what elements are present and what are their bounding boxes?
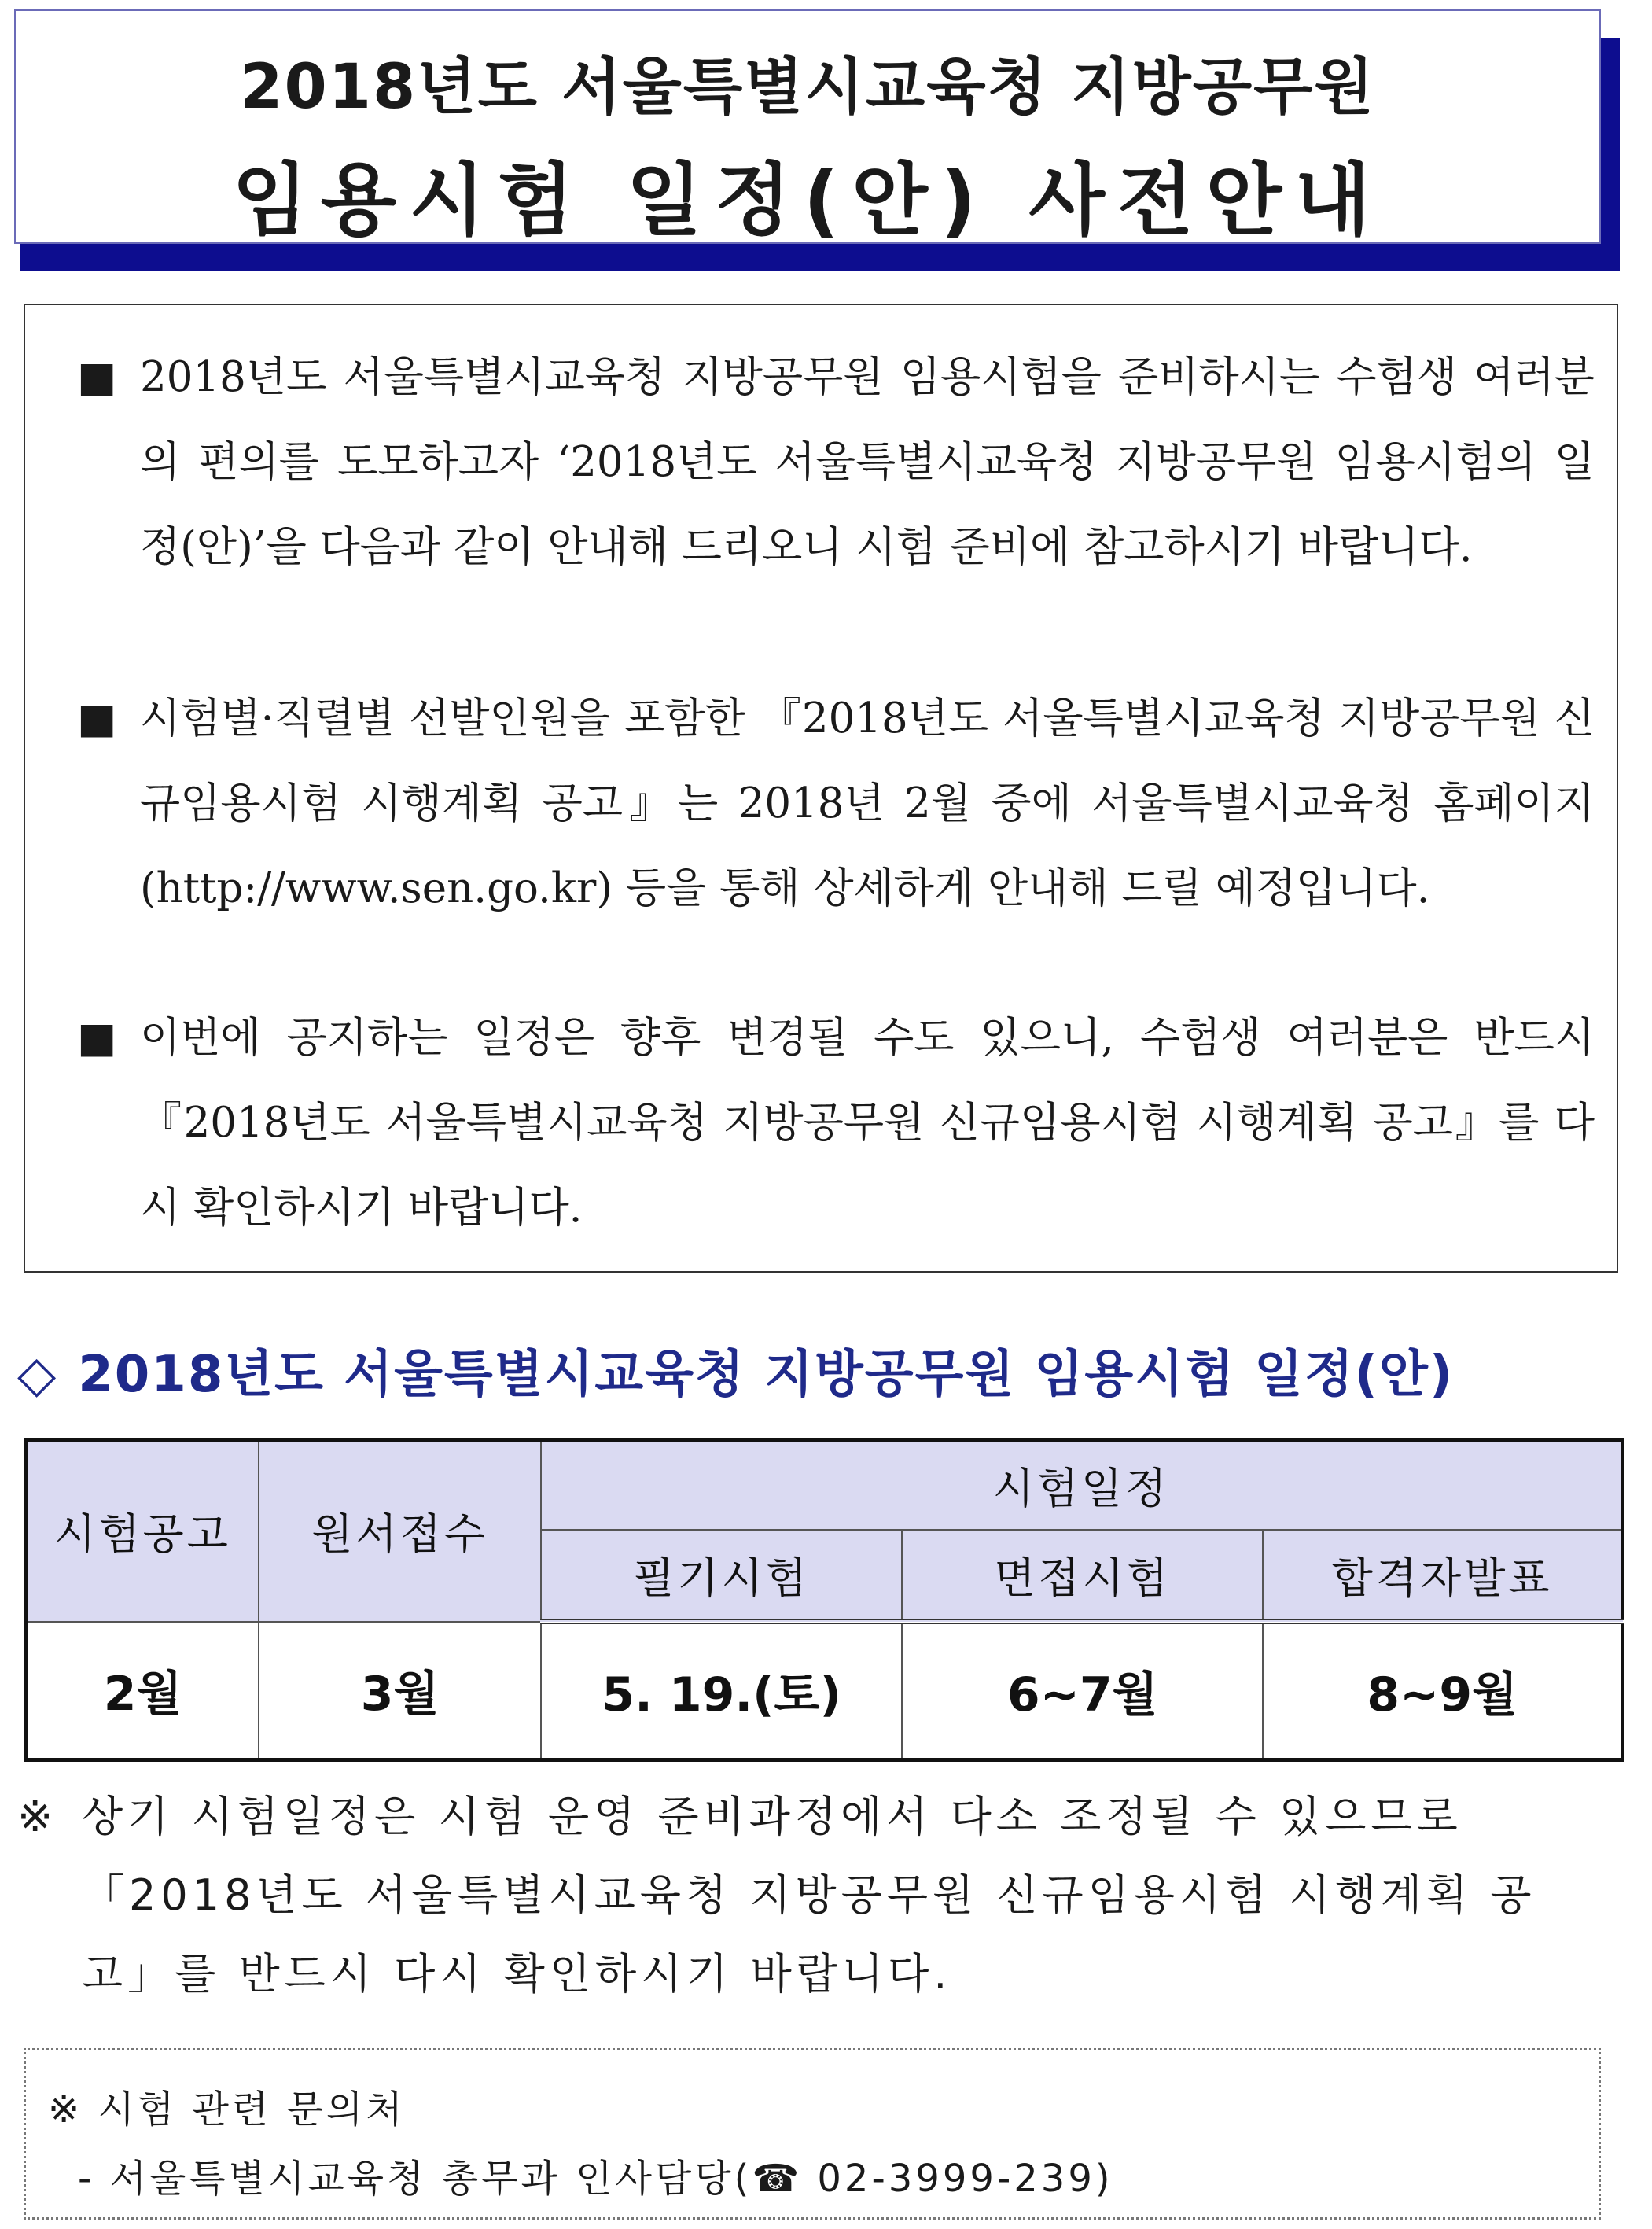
intro-box (24, 304, 1618, 1273)
intro-text: 이번에 공지하는 일정은 향후 변경될 수도 있으니, 수험생 여러분은 반드시 『2018년도 서울특별시교육청 지방공무원 신규임용시험 시행계획 공고』를 다시 확인하시기 바랍니다. (140, 1014, 1595, 1232)
bullet-square-icon: ■ (77, 1014, 117, 1062)
header-result: 합격자발표 (1263, 1530, 1622, 1622)
header-apply: 원서접수 (259, 1440, 541, 1622)
intro-text: 2018년도 서울특별시교육청 지방공무원 임용시험을 준비하시는 수험생 여러분의 편의를 도모하고자 ‘2018년도 서울특별시교육청 지방공무원 임용시험의 일정(안)’을 다음과 같이 안내해 드리오니 시험 준비에 참고하시기 바랍니다. (140, 353, 1595, 571)
header-exam-schedule: 시험일정 (541, 1440, 1622, 1530)
value-result: 8~9월 (1263, 1622, 1622, 1760)
value-interview: 6~7월 (902, 1622, 1263, 1760)
notice (17, 1778, 1606, 2013)
bullet-square-icon: ■ (77, 353, 117, 401)
value-written: 5. 19.(토) (541, 1622, 902, 1760)
page-subtitle: 임용시험 일정(안) 사전안내 (232, 154, 1383, 246)
intro-item (53, 335, 1595, 590)
section-heading (17, 1334, 1637, 1406)
contact-detail: - 서울특별시교육청 총무과 인사담당(☎ 02-3999-239) (78, 2157, 1113, 2201)
value-announce: 2월 (26, 1622, 259, 1760)
diamond-icon: ◇ (17, 1346, 58, 1404)
intro-text: 시험별·직렬별 선발인원을 포함한 『2018년도 서울특별시교육청 지방공무원 신규임용시험 시행계획 공고』는 2018년 2월 중에 서울특별시교육청 홈페이지(http://www.sen.go.kr) 등을 통해 상세하게 안내해 드릴 예정입니다. (140, 694, 1595, 912)
table-row (26, 1622, 1623, 1760)
value-apply: 3월 (259, 1622, 541, 1760)
schedule-table (24, 1438, 1624, 1762)
intro-item (53, 676, 1595, 931)
contact-heading: ※ 시험 관련 문의처 (48, 2087, 406, 2131)
header-written: 필기시험 (541, 1530, 902, 1622)
contact-box (24, 2048, 1601, 2220)
intro-item (53, 996, 1595, 1251)
section-heading-text: 2018년도 서울특별시교육청 지방공무원 임용시험 일정(안) (78, 1346, 1455, 1404)
title-box (14, 9, 1601, 244)
header-announce: 시험공고 (26, 1440, 259, 1622)
bullet-square-icon: ■ (77, 694, 117, 742)
page-title: 2018년도 서울특별시교육청 지방공무원 (240, 52, 1375, 123)
notice-text: 상기 시험일정은 시험 운영 준비과정에서 다소 조정될 수 있으므로 「2018년도 서울특별시교육청 지방공무원 신규임용시험 시행계획 공고」를 반드시 다시 확인하시기 바랍니다. (82, 1792, 1536, 1999)
reference-mark-icon: ※ (17, 1792, 53, 1841)
header-interview: 면접시험 (902, 1530, 1263, 1622)
